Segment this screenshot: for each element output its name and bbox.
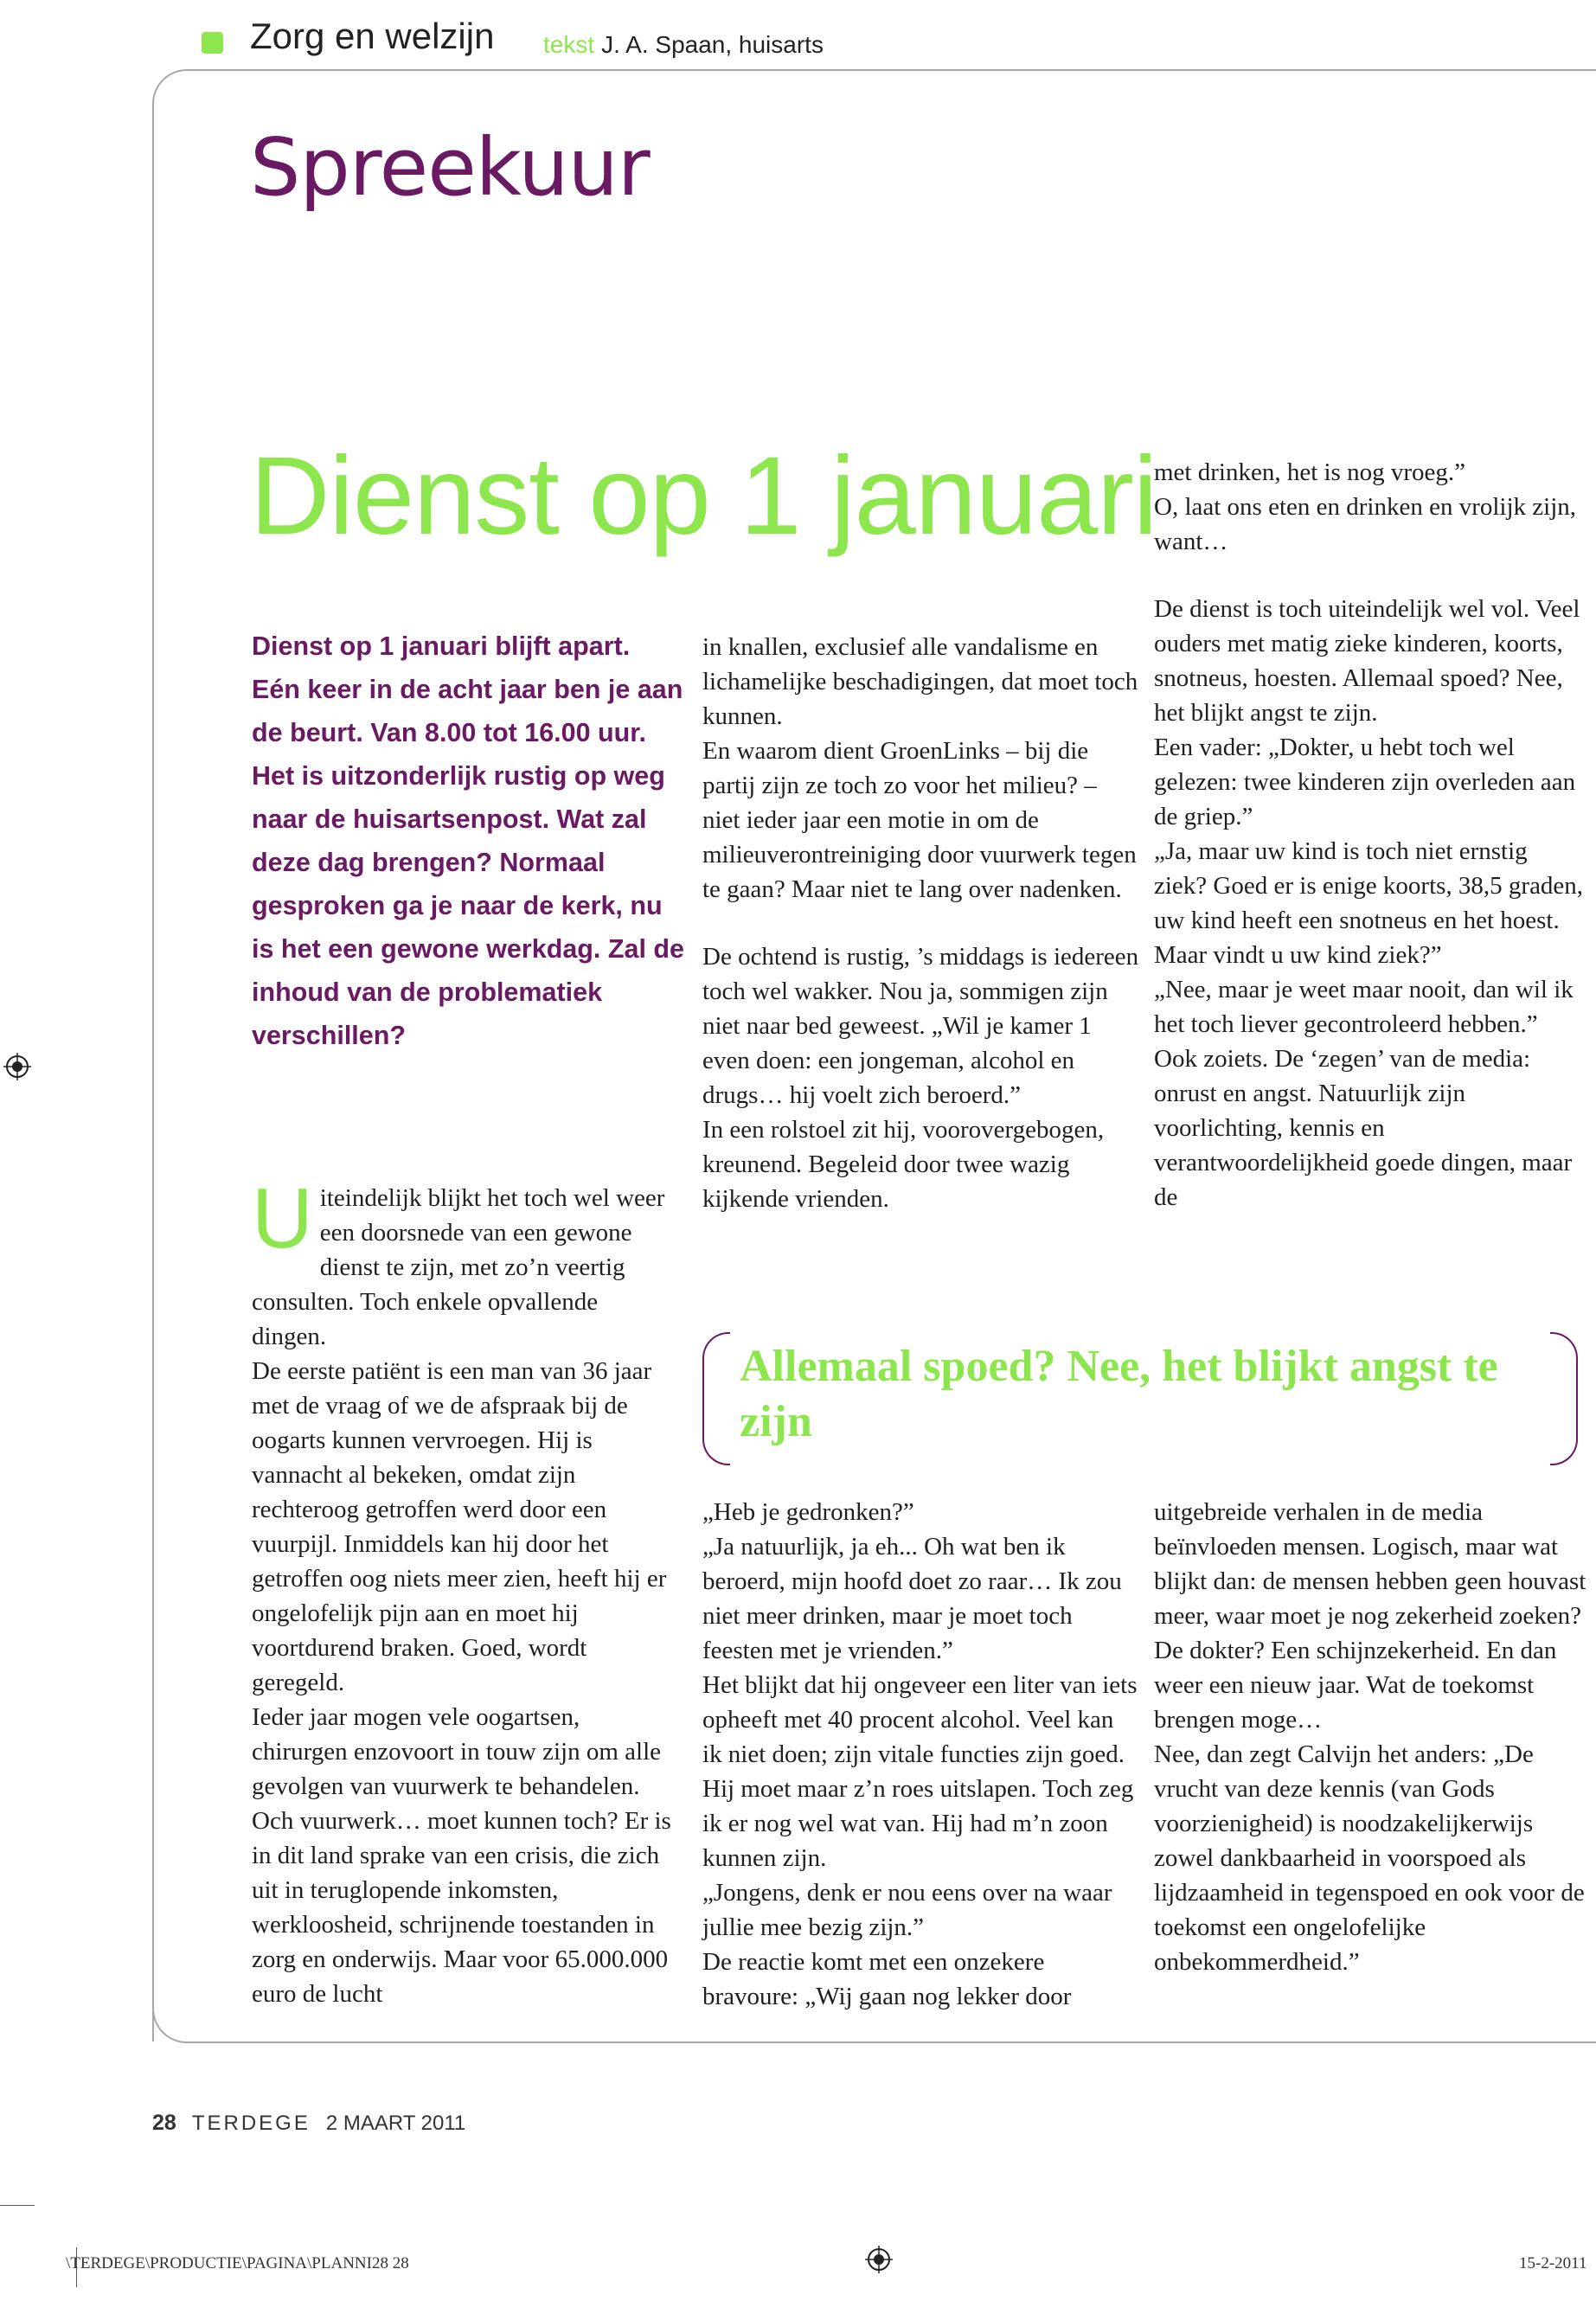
author-credit: [543, 31, 824, 59]
paragraph: Een vader: „Dokter, u hebt toch wel gelezen: twee kinderen zijn overleden aan de griep.”: [1154, 734, 1576, 830]
slug-date: 15-2-2011: [1519, 2254, 1587, 2272]
paragraph: „Nee, maar je weet maar nooit, dan wil ik het toch liever gecontroleerd hebben.”: [1154, 976, 1574, 1038]
registration-mark-icon: [865, 2246, 893, 2273]
registration-mark-icon: [3, 1053, 31, 1080]
article-intro: Dienst op 1 januari blijft apart. Eén keer in de acht jaar ben je aan de beurt. Van 8.00 tot 16.00 uur. Het is uitzonderlijk rustig op weg naar de huisartsenpost. Wat zal deze dag brengen? Normaal gesproken ga je naar de kerk, nu is het een gewone werkdag. Zal de inhoud van de problematiek verschillen?: [252, 631, 685, 1050]
paragraph: De ochtend is rustig, ’s middags is iedereen toch wel wakker. Nou ja, sommigen zijn niet naar bed geweest. „Wil je kamer 1 even doen: een jongeman, alcohol en drugs… hij voelt zich beroerd.”: [702, 943, 1139, 1109]
paragraph: in knallen, exclusief alle vandalisme en lichamelijke beschadigingen, dat moet toch kunnen.: [702, 633, 1138, 730]
paragraph: met drinken, het is nog vroeg.”: [1154, 458, 1465, 486]
article-headline: Dienst op 1 januari: [250, 434, 1157, 558]
section-marker: [202, 32, 223, 54]
paragraph: „Jongens, denk er nou eens over na waar jullie mee bezig zijn.”: [702, 1879, 1112, 1941]
pull-quote: Allemaal spoed? Nee, het blijkt angst te zijn: [740, 1342, 1498, 1446]
drop-cap: U: [252, 1170, 313, 1266]
pullquote-bracket-right: [1550, 1332, 1578, 1465]
paragraph: „Ja, maar uw kind is toch niet ernstig ziek? Goed er is enige koorts, 38,5 graden, uw kind heeft een snotneus en het hoest. Maar vindt u uw kind ziek?”: [1154, 837, 1584, 969]
paragraph: Ieder jaar mogen vele oogartsen, chirurgen enzovoort in touw zijn om alle gevolgen van vuurwerk te behandelen.: [252, 1703, 662, 1800]
page-footer: [152, 2111, 465, 2136]
paragraph: Och vuurwerk… moet kunnen toch? Er is in dit land sprake van een crisis, die zich uit in teruglopende inkomsten, werkloosheid, schrijnende toestanden in zorg en onderwijs. Maar voor 65.000.000 euro de lucht: [252, 1807, 671, 2008]
paragraph: De reactie komt met een onzekere bravoure: „Wij gaan nog lekker door: [702, 1948, 1072, 2010]
pullquote-bracket-left: [702, 1332, 730, 1465]
credit-author: J. A. Spaan, huisarts: [601, 31, 824, 58]
paragraph: O, laat ons eten en drinken en vrolijk zijn, want…: [1154, 493, 1577, 555]
paragraph: En waarom dient GroenLinks – bij die partij zijn ze toch zo voor het milieu? – niet ieder jaar een motie in om de milieuverontreiniging door vuurwerk tegen te gaan? Maar niet te lang over nadenken.: [702, 737, 1137, 903]
credit-label: tekst: [543, 31, 595, 58]
page-frame-left: [152, 102, 154, 2041]
page-number: 28: [152, 2111, 176, 2135]
paragraph: Nee, dan zegt Calvijn het anders: „De vrucht van deze kennis (van Gods voorzienigheid) is noodzakelijkerwijs zowel dankbaarheid in voorspoed als lijdzaamheid in tegenspoed en ook voor de toekomst een ongelofelijke onbekommerdheid.”: [1154, 1740, 1585, 1976]
rubric-title: Spreekuur: [250, 121, 650, 214]
paragraph: „Ja natuurlijk, ja eh... Oh wat ben ik beroerd, mijn hoofd doet zo raar… Ik zou niet meer drinken, maar je moet toch feesten met je vrienden.”: [702, 1533, 1122, 1664]
section-title: Zorg en welzijn: [250, 16, 495, 56]
body-column-2-lower: [702, 1495, 1139, 2014]
paragraph: uitgebreide verhalen in de media beïnvloeden mensen. Logisch, maar wat blijkt dan: de mensen hebben geen houvast meer, waar moet je nog zekerheid zoeken? De dokter? Een schijnzekerheid. En dan weer een nieuw jaar. Wat de toekomst brengen moge…: [1154, 1498, 1586, 1734]
paragraph: In een rolstoel zit hij, voorovergebogen, kreunend. Begeleid door twee wazig kijkende vrienden.: [702, 1116, 1105, 1213]
page-frame-top: [152, 69, 1596, 106]
body-column-3: [1154, 455, 1586, 1215]
paragraph: De eerste patiënt is een man van 36 jaar met de vraag of we de afspraak bij de oogarts kunnen vervroegen. Hij is vannacht al bekeken, omdat zijn rechteroog getroffen werd door een vuurpijl. Inmiddels kan hij door het getroffen oog niets meer zien, heeft hij er ongelofelijk pijn aan en moet hij voortdurend braken. Goed, wordt geregeld.: [252, 1357, 667, 1696]
issue-date: 2 MAART 2011: [325, 2112, 466, 2135]
paragraph: De dienst is toch uiteindelijk wel vol. Veel ouders met matig zieke kinderen, koorts, snotneus, hoesten. Allemaal spoed? Nee, het blijkt angst te zijn.: [1154, 595, 1580, 727]
body-column-1: [252, 1170, 671, 2011]
paragraph: „Heb je gedronken?”: [702, 1498, 914, 1526]
magazine-name: TERDEGE: [191, 2112, 311, 2135]
paragraph: Het blijkt dat hij ongeveer een liter van iets opheeft met 40 procent alcohol. Veel kan ik niet doen; zijn vitale functies zijn goed. Hij moet maar z’n roes uitslapen. Toch zeg ik er nog wel wat van. Hij had m’n zoon kunnen zijn.: [702, 1671, 1138, 1872]
paragraph: [252, 1170, 671, 1354]
crop-mark: [0, 2205, 35, 2206]
body-column-3-lower: [1154, 1495, 1586, 1979]
body-column-2: [702, 630, 1139, 1216]
paragraph: Ook zoiets. De ‘zegen’ van de media: onrust en angst. Natuurlijk zijn voorlichting, kennis en verantwoordelijkheid goede dingen, maar de: [1154, 1045, 1573, 1211]
paragraph-text: iteindelijk blijkt het toch wel weer een doorsnede van een gewone dienst te zijn, met zo’n veertig consulten. Toch enkele opvallende dingen.: [252, 1184, 665, 1350]
slug-path: \TERDEGE\PRODUCTIE\PAGINA\PLANNI28 28: [66, 2254, 409, 2272]
